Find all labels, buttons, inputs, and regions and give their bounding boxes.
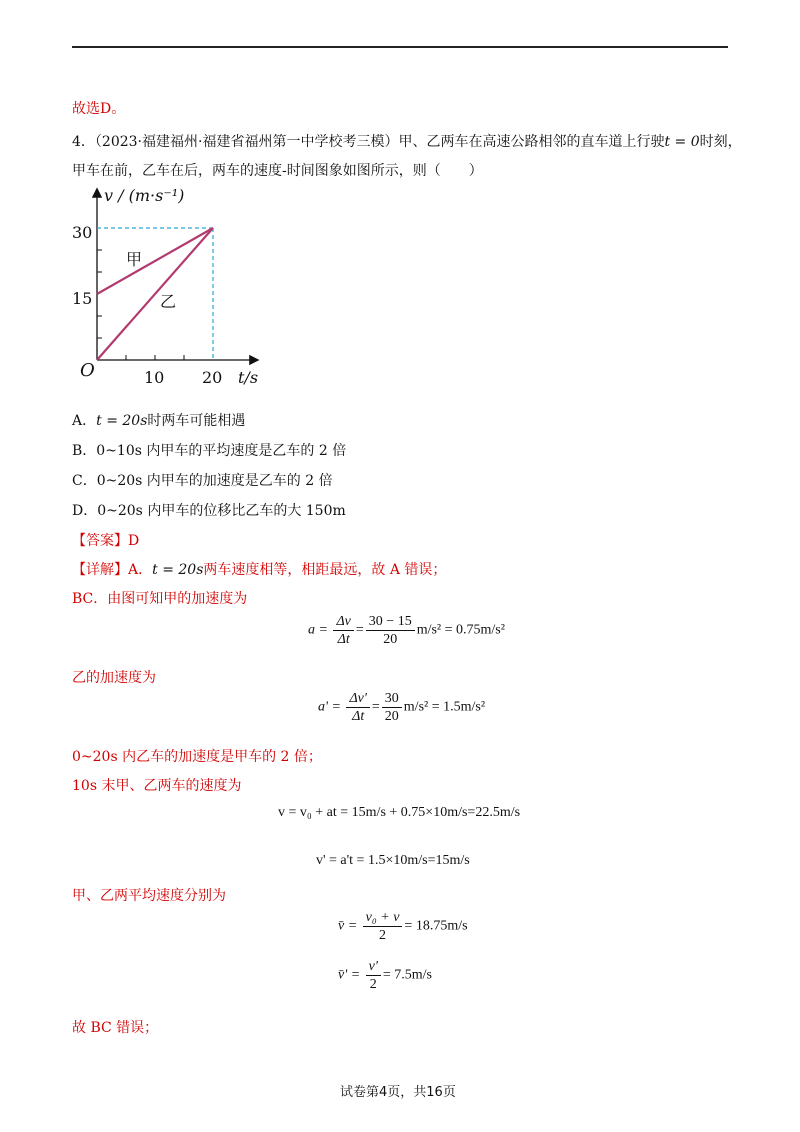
x-tick-20: 20: [202, 368, 223, 387]
series-line-jia: [97, 228, 213, 294]
equation-4: v' = a't = 1.5×10m/s=15m/s: [316, 853, 470, 868]
question-line-1: [72, 131, 742, 151]
question-line1-end: 时刻，: [699, 134, 742, 150]
detail-avg-intro: 甲、乙两平均速度分别为: [72, 888, 226, 904]
option-d[interactable]: D．0~20s 内甲车的位移比乙车的大 150m: [72, 503, 346, 519]
detail-yi-intro: 乙的加速度为: [72, 670, 156, 686]
velocity-time-graph: [72, 182, 272, 392]
option-a[interactable]: A．t = 20s时两车可能相遇: [72, 413, 246, 429]
equation-5: v̄ = $\frac{\text{v₀ + v}}{2}$ = 18.75m/s: [338, 910, 468, 943]
equation-6: v̄' = $\frac{v'}{2}$ = 7.5m/s: [338, 959, 432, 992]
series-label-jia: 甲: [126, 250, 143, 269]
equation-2: a' = $\frac{\Delta v'}{\Delta t}$ = $\frac{30}{20}$ m/s² = 1.5m/s²: [318, 691, 486, 724]
option-b[interactable]: B．0~10s 内甲车的平均速度是乙车的 2 倍: [72, 443, 347, 459]
y-axis-label: v / (m·s⁻¹): [104, 186, 185, 205]
answer-line: [72, 530, 139, 550]
y-tick-30: 30: [72, 223, 93, 242]
series-label-yi: 乙: [160, 292, 177, 311]
detail-tag: 【详解】: [72, 562, 128, 578]
equation-1: a = $\frac{\Delta v}{\Delta t}$ = $\frac{30 - 15}{20}$ m/s² = 0.75m/s²: [308, 614, 505, 647]
equation-3: v = v₀ + at = 15m/s + 0.75×10m/s=22.5m/s: [278, 805, 521, 820]
header-rule: [72, 46, 728, 48]
previous-answer: 故选D。: [72, 101, 126, 117]
question-t0: t = 0: [664, 134, 700, 150]
origin-label: O: [80, 360, 95, 381]
x-tick-10: 10: [144, 368, 165, 387]
question-number: 4．: [72, 134, 95, 150]
question-source: （2023·福建福州·福建省福州第一中学校考三模）: [94, 134, 399, 150]
answer-value: D: [128, 533, 140, 549]
question-line-2: 甲车在前，乙车在后，两车的速度-时间图象如图所示，则（ ）: [72, 163, 483, 179]
detail-speed-intro: 10s 末甲、乙两车的速度为: [72, 778, 242, 794]
option-a-math: t = 20s: [96, 413, 148, 429]
series-line-yi: [97, 228, 213, 360]
detail-conclusion-1: 0~20s 内乙车的加速度是甲车的 2 倍；: [72, 749, 322, 765]
y-tick-15: 15: [72, 289, 93, 308]
question-text: 甲、乙两车在高速公路相邻的直车道上行驶: [398, 134, 665, 150]
detail-bc-intro: BC．由图可知甲的加速度为: [72, 591, 248, 607]
x-axis-label: t/s: [238, 368, 259, 387]
answer-tag: 【答案】: [72, 533, 128, 549]
detail-conclusion-2: 故 BC 错误；: [72, 1020, 159, 1036]
detail-line-a: 【详解】A．t = 20s两车速度相等，相距最远，故 A 错误；: [72, 562, 447, 578]
option-c[interactable]: C．0~20s 内甲车的加速度是乙车的 2 倍: [72, 473, 333, 489]
page-footer: 试卷第4页，共16页: [340, 1085, 456, 1100]
